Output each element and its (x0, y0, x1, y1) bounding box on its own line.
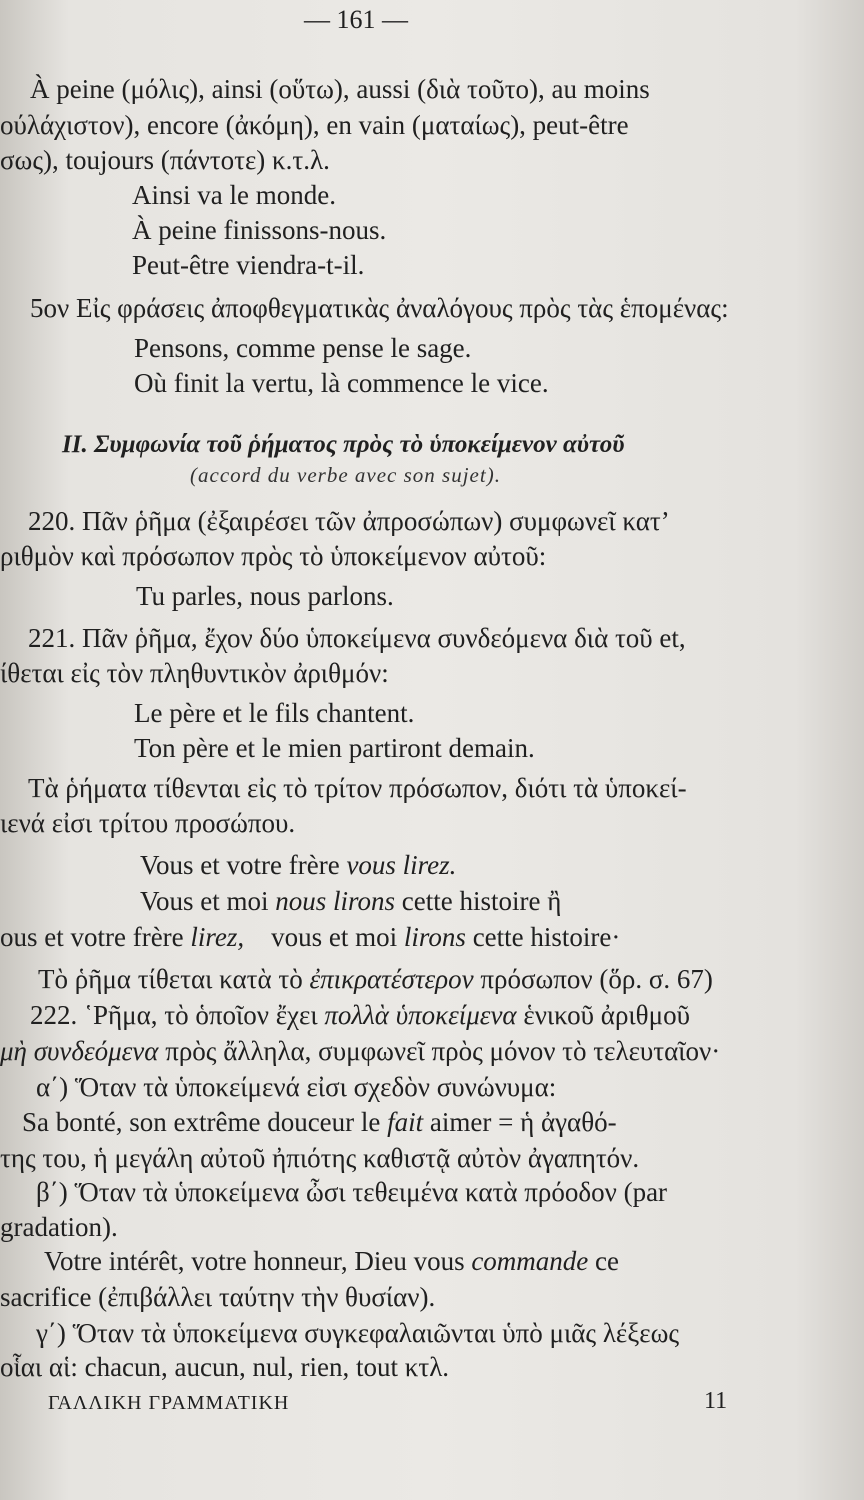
text-line: σως), toujours (πάντοτε) κ.τ.λ. (0, 145, 330, 175)
example-text: aimer = ἡ ἀγαθό- (429, 1107, 617, 1137)
section-subheading: (accord du verbe avec son sujet). (190, 463, 501, 487)
body-text: ἑνικοῦ ἀριθμοῦ (523, 1000, 690, 1030)
text-line: οἷαι αἱ: chacun, aucun, nul, rien, tout κτλ. (0, 1352, 450, 1382)
paragraph-222-line (30, 998, 690, 1032)
example-line: Le père et le fils chantent. (134, 698, 415, 728)
paragraph-222-line (0, 1034, 720, 1068)
example-line (0, 920, 620, 954)
body-text: Τὸ ῥῆμα τίθεται κατὰ τὸ (38, 964, 303, 994)
footer-title: ΓΑΛΛΙΚΗ ΓΡΑΜΜΑΤΙΚΗ (48, 1392, 290, 1414)
example-line: À peine finissons-nous. (132, 215, 387, 245)
text-line: À peine (μόλις), ainsi (οὕτω), aussi (διὰ τοῦτο), au moins (30, 74, 650, 104)
footer-signature: 11 (704, 1388, 728, 1414)
example-text: ous et votre frère (0, 922, 184, 952)
page-number: — 161 — (304, 5, 408, 34)
example-text: ce (595, 1246, 620, 1276)
example-line: Peut-être viendra-t-il. (132, 250, 365, 280)
example-line: Tu parles, nous parlons. (136, 581, 394, 611)
example-line (140, 884, 561, 918)
text-line: α΄) Ὅταν τὰ ὑποκείμενά εἰσι σχεδὸν συνώνυμα: (36, 1072, 557, 1102)
paragraph-220-line: ριθμὸν καὶ πρόσωπον πρὸς τὸ ὑποκείμενον αὐτοῦ: (0, 541, 547, 571)
section-heading: ΙΙ. Συμφωνία τοῦ ῥήματος πρὸς τὸ ὑποκείμενον αὐτοῦ (62, 431, 625, 458)
text-line: ιενά εἰσι τρίτου προσώπου. (0, 808, 296, 838)
paragraph-221-line: 221. Πᾶν ῥῆμα, ἔχον δύο ὑποκείμενα συνδεόμενα διὰ τοῦ et, (28, 623, 686, 653)
example-text: Vous et moi (140, 886, 269, 916)
example-line: Ainsi va le monde. (132, 180, 336, 210)
italic-text: lirez, (190, 922, 245, 952)
paragraph-221-line: ίθεται εἰς τὸν πληθυντικὸν ἀριθμόν: (0, 658, 389, 688)
italic-text: vous lirez. (346, 850, 457, 880)
paragraph-220-line: 220. Πᾶν ῥῆμα (ἐξαιρέσει τῶν ἀπροσώπων) συμφωνεῖ κατ’ (28, 506, 670, 536)
body-text: πρὸς ἄλληλα, συμφωνεῖ πρὸς μόνον τὸ τελευταῖον· (165, 1036, 721, 1066)
body-text: 222. ῾Ρῆμα, τὸ ὁποῖον ἔχει (30, 1000, 318, 1030)
example-line (140, 848, 456, 882)
example-line: Où finit la vertu, là commence le vice. (134, 368, 549, 398)
italic-text: μὴ συνδεόμενα (0, 1036, 159, 1066)
example-line: Ton père et le mien partiront demain. (134, 733, 535, 763)
example-line (44, 1244, 619, 1278)
example-line: Pensons, comme pense le sage. (134, 333, 472, 363)
example-text: cette histoire· (472, 922, 621, 952)
body-text: πρόσωπον (ὅρ. σ. 67) (480, 964, 713, 994)
italic-text: fait (387, 1107, 424, 1137)
italic-text: commande (471, 1246, 589, 1276)
text-line: β΄) Ὅταν τὰ ὑποκείμενα ὦσι τεθειμένα κατὰ πρόοδον (par (36, 1177, 668, 1207)
text-line: της του, ἡ μεγάλη αὐτοῦ ἠπιότης καθιστᾷ αὐτὸν ἀγαπητόν. (0, 1143, 640, 1173)
text-line: Τὰ ῥήματα τίθενται εἰς τὸ τρίτον πρόσωπον, διότι τὰ ὑποκεί- (28, 773, 687, 803)
example-text: Votre intérêt, votre honneur, Dieu vous (44, 1246, 465, 1276)
italic-text: ἐπικρατέστερον (309, 964, 474, 994)
text-line: sacrifice (ἐπιβάλλει ταύτην τὴν θυσίαν). (0, 1282, 436, 1312)
example-text: cette histoire ἢ (401, 886, 562, 916)
text-line: gradation). (0, 1212, 118, 1242)
text-line: 5ον Εἰς φράσεις ἀποφθεγματικὰς ἀναλόγους πρὸς τὰς ἑπομένας: (30, 293, 729, 323)
example-line (22, 1105, 617, 1139)
text-line (38, 962, 713, 996)
italic-text: πολλὰ ὑποκείμενα (324, 1000, 517, 1030)
italic-text: lirons (403, 922, 466, 952)
italic-text: nous lirons (275, 886, 396, 916)
example-text: Sa bonté, son extrême douceur le (22, 1107, 381, 1137)
text-line: ούλάχιστον), encore (ἀκόμη), en vain (ματαίως), peut-être (0, 110, 629, 140)
text-line: γ΄) Ὅταν τὰ ὑποκείμενα συγκεφαλαιῶνται ὑπὸ μιᾶς λέξεως (36, 1318, 680, 1348)
example-text: vous et moi (271, 922, 398, 952)
example-text: Vous et votre frère (140, 850, 340, 880)
